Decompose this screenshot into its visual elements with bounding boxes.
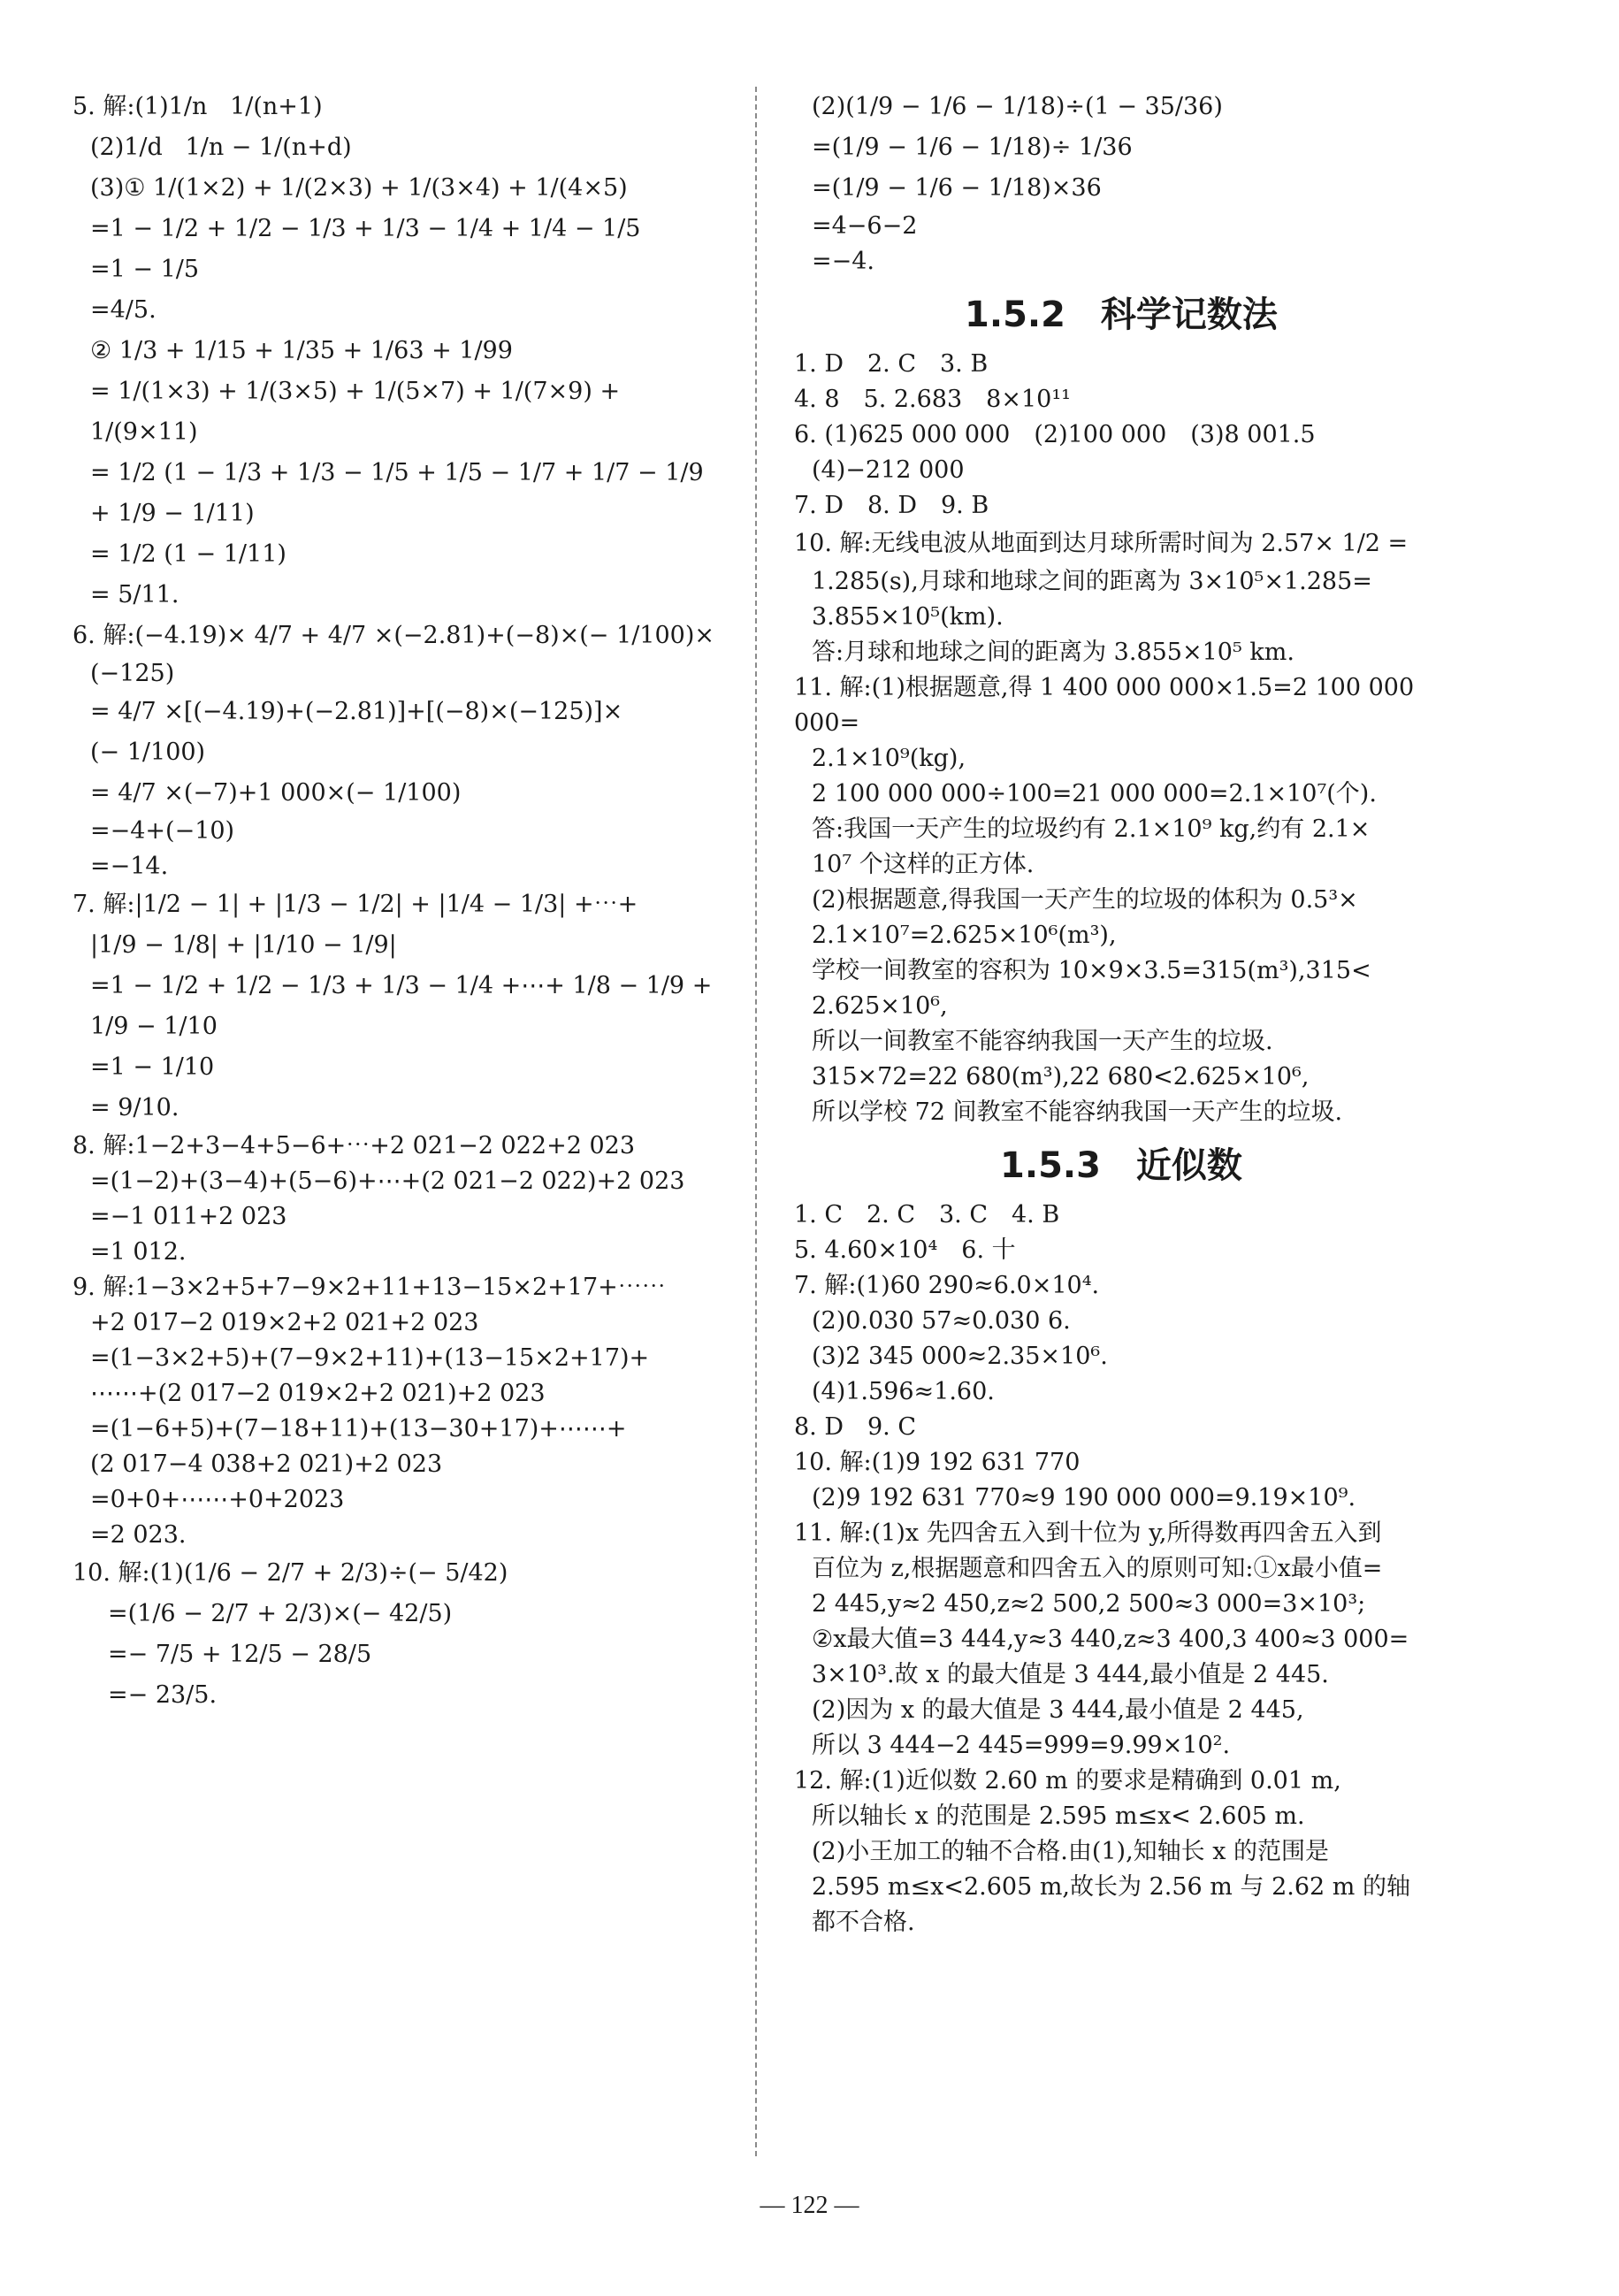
solution-line: =1 − 1/2 + 1/2 − 1/3 + 1/3 − 1/4 + 1/4 − 1/5	[90, 215, 641, 242]
solution-line: 答:我国一天产生的垃圾约有 2.1×10⁹ kg,约有 2.1×	[812, 815, 1371, 843]
solution-line: 7. D 8. D 9. B	[794, 492, 989, 519]
solution-line: 3.855×10⁵(km).	[812, 603, 1004, 631]
solution-line: 答:月球和地球之间的距离为 3.855×10⁵ km.	[812, 639, 1294, 666]
solution-line: 10⁷ 个这样的正方体.	[812, 851, 1035, 878]
solution-line: =(1/9 − 1/6 − 1/18)×36	[812, 174, 1102, 202]
solution-line: 6. (1)625 000 000 (2)100 000 (3)8 001.5	[794, 421, 1316, 448]
column-divider	[755, 87, 757, 2156]
solution-line: 10. 解:(1)(1/6 − 2/7 + 2/3)÷(− 5/42)	[73, 1559, 508, 1587]
solution-line: 1. C 2. C 3. C 4. B	[794, 1201, 1060, 1228]
solution-line: 2.595 m≤x<2.605 m,故长为 2.56 m 与 2.62 m 的轴	[812, 1873, 1410, 1901]
solution-line: (2)(1/9 − 1/6 − 1/18)÷(1 − 35/36)	[812, 93, 1223, 120]
solution-line: 2.1×10⁹(kg),	[812, 745, 966, 772]
solution-line: =1 − 1/2 + 1/2 − 1/3 + 1/3 − 1/4 +⋯+ 1/8 − 1/9 + 1/9 − 1/10	[90, 972, 720, 1040]
solution-line: = 1/2 (1 − 1/3 + 1/3 − 1/5 + 1/5 − 1/7 + 1/7 − 1/9 + 1/9 − 1/11)	[90, 459, 712, 527]
solution-line: 4. 8 5. 2.683 8×10¹¹	[794, 386, 1071, 413]
solution-line: =−14.	[90, 853, 169, 880]
solution-line: 所以一间教室不能容纳我国一天产生的垃圾.	[812, 1028, 1273, 1055]
solution-line: 2.1×10⁷=2.625×10⁶(m³),	[812, 922, 1117, 949]
solution-line: 7. 解:(1)60 290≈6.0×10⁴.	[794, 1272, 1100, 1299]
solution-line: 8. D 9. C	[794, 1413, 916, 1441]
solution-line: = 4/7 ×[(−4.19)+(−2.81)]+[(−8)×(−125)]×	[90, 698, 623, 725]
solution-line: 2.625×10⁶,	[812, 992, 948, 1020]
solution-line: =− 7/5 + 12/5 − 28/5	[108, 1641, 372, 1668]
solution-line: 所以轴长 x 的范围是 2.595 m≤x< 2.605 m.	[812, 1802, 1305, 1830]
solution-line: 5. 4.60×10⁴ 6. 十	[794, 1236, 1016, 1264]
solution-line: 都不合格.	[812, 1909, 915, 1936]
right-column	[794, 87, 1448, 1940]
solution-line: 7. 解:|1/2 − 1| + |1/3 − 1/2| + |1/4 − 1/3| +⋯+	[73, 891, 638, 918]
solution-line: =−4.	[812, 248, 875, 275]
solution-line: = 5/11.	[90, 581, 179, 608]
section-title: 1.5.2 科学记数法	[965, 295, 1278, 335]
solution-line: 8. 解:1−2+3−4+5−6+⋯+2 021−2 022+2 023	[73, 1132, 636, 1159]
solution-line: (3)2 345 000≈2.35×10⁶.	[812, 1343, 1108, 1370]
solution-line: 所以 3 444−2 445=999=9.99×10².	[812, 1732, 1231, 1759]
solution-line: =1 − 1/10	[90, 1053, 215, 1081]
solution-line: =1 − 1/5	[90, 256, 200, 283]
solution-line: = 4/7 ×(−7)+1 000×(− 1/100)	[90, 779, 462, 807]
solution-line: 百位为 z,根据题意和四舍五入的原则可知:①x最小值=	[812, 1555, 1383, 1582]
solution-line: (2 017−4 038+2 021)+2 023	[90, 1450, 443, 1478]
solution-line: (2)小王加工的轴不合格.由(1),知轴长 x 的范围是	[812, 1838, 1330, 1865]
solution-line: 3×10³.故 x 的最大值是 3 444,最小值是 2 445.	[812, 1661, 1329, 1688]
solution-line: 2 445,y≈2 450,z≈2 500,2 500≈3 000=3×10³;	[812, 1590, 1366, 1618]
solution-line: = 9/10.	[90, 1094, 179, 1121]
solution-line: (3)① 1/(1×2) + 1/(2×3) + 1/(3×4) + 1/(4×5)	[90, 174, 628, 202]
solution-line: = 1/(1×3) + 1/(3×5) + 1/(5×7) + 1/(7×9) + 1/(9×11)	[90, 378, 628, 446]
solution-line: ② 1/3 + 1/15 + 1/35 + 1/63 + 1/99	[90, 337, 513, 364]
solution-line: |1/9 − 1/8| + |1/10 − 1/9|	[90, 931, 397, 959]
solution-line: =1 012.	[90, 1238, 187, 1266]
solution-line: =(1−6+5)+(7−18+11)+(13−30+17)+⋯⋯+	[90, 1415, 627, 1443]
solution-line: (2)9 192 631 770≈9 190 000 000=9.19×10⁹.	[812, 1484, 1356, 1512]
solution-line: =(1/6 − 2/7 + 2/3)×(− 42/5)	[108, 1600, 453, 1627]
solution-line: (4)1.596≈1.60.	[812, 1378, 995, 1405]
page-number: — 122 —	[760, 2192, 859, 2219]
solution-line: ②x最大值=3 444,y≈3 440,z≈3 400,3 400≈3 000=	[812, 1626, 1409, 1653]
solution-line: 12. 解:(1)近似数 2.60 m 的要求是精确到 0.01 m,	[794, 1767, 1341, 1795]
solution-line: =−4+(−10)	[90, 817, 235, 845]
solution-line: =−1 011+2 023	[90, 1203, 287, 1230]
solution-line: 6. 解:(−4.19)× 4/7 + 4/7 ×(−2.81)+(−8)×(− 1/100)×	[73, 622, 714, 649]
solution-line: 9. 解:1−3×2+5+7−9×2+11+13−15×2+17+⋯⋯	[73, 1274, 666, 1301]
solution-line: +2 017−2 019×2+2 021+2 023	[90, 1309, 479, 1336]
solution-line: (− 1/100)	[90, 739, 206, 766]
solution-line: 1.285(s),月球和地球之间的距离为 3×10⁵×1.285=	[812, 568, 1372, 595]
solution-line: =− 23/5.	[108, 1681, 218, 1709]
solution-line: =2 023.	[90, 1521, 187, 1549]
solution-line: 所以学校 72 间教室不能容纳我国一天产生的垃圾.	[812, 1098, 1343, 1126]
solution-line: 2 100 000 000÷100=21 000 000=2.1×10⁷(个).	[812, 780, 1377, 807]
solution-line: 5. 解:(1)1/n 1/(n+1)	[73, 93, 323, 120]
solution-line: (4)−212 000	[812, 456, 965, 484]
solution-line: 11. 解:(1)x 先四舍五入到十位为 y,所得数再四舍五入到	[794, 1519, 1382, 1547]
solution-line: 10. 解:无线电波从地面到达月球所需时间为 2.57× 1/2 =	[794, 530, 1409, 557]
solution-line: =(1/9 − 1/6 − 1/18)÷ 1/36	[812, 134, 1133, 161]
solution-line: (2)1/d 1/n − 1/(n+d)	[90, 134, 352, 161]
left-column	[73, 87, 718, 1716]
solution-line: (2)根据题意,得我国一天产生的垃圾的体积为 0.5³×	[812, 886, 1358, 914]
solution-line: (−125)	[90, 660, 175, 687]
solution-line: =4/5.	[90, 296, 157, 324]
solution-line: 315×72=22 680(m³),22 680<2.625×10⁶,	[812, 1063, 1310, 1091]
solution-line: =0+0+⋯⋯+0+2023	[90, 1486, 345, 1513]
solution-line: = 1/2 (1 − 1/11)	[90, 540, 286, 568]
solution-line: ⋯⋯+(2 017−2 019×2+2 021)+2 023	[90, 1380, 546, 1407]
solution-line: 11. 解:(1)根据题意,得 1 400 000 000×1.5=2 100 000 000=	[794, 674, 1422, 737]
section-title: 1.5.3 近似数	[1000, 1145, 1242, 1186]
solution-line: (2)因为 x 的最大值是 3 444,最小值是 2 445,	[812, 1696, 1304, 1724]
solution-line: (2)0.030 57≈0.030 6.	[812, 1307, 1071, 1335]
solution-line: 10. 解:(1)9 192 631 770	[794, 1449, 1081, 1476]
solution-line: =(1−3×2+5)+(7−9×2+11)+(13−15×2+17)+	[90, 1344, 650, 1372]
solution-line: =(1−2)+(3−4)+(5−6)+⋯+(2 021−2 022)+2 023	[90, 1167, 685, 1195]
solution-line: 1. D 2. C 3. B	[794, 350, 989, 378]
solution-line: =4−6−2	[812, 212, 918, 240]
solution-line: 学校一间教室的容积为 10×9×3.5=315(m³),315<	[812, 957, 1371, 984]
